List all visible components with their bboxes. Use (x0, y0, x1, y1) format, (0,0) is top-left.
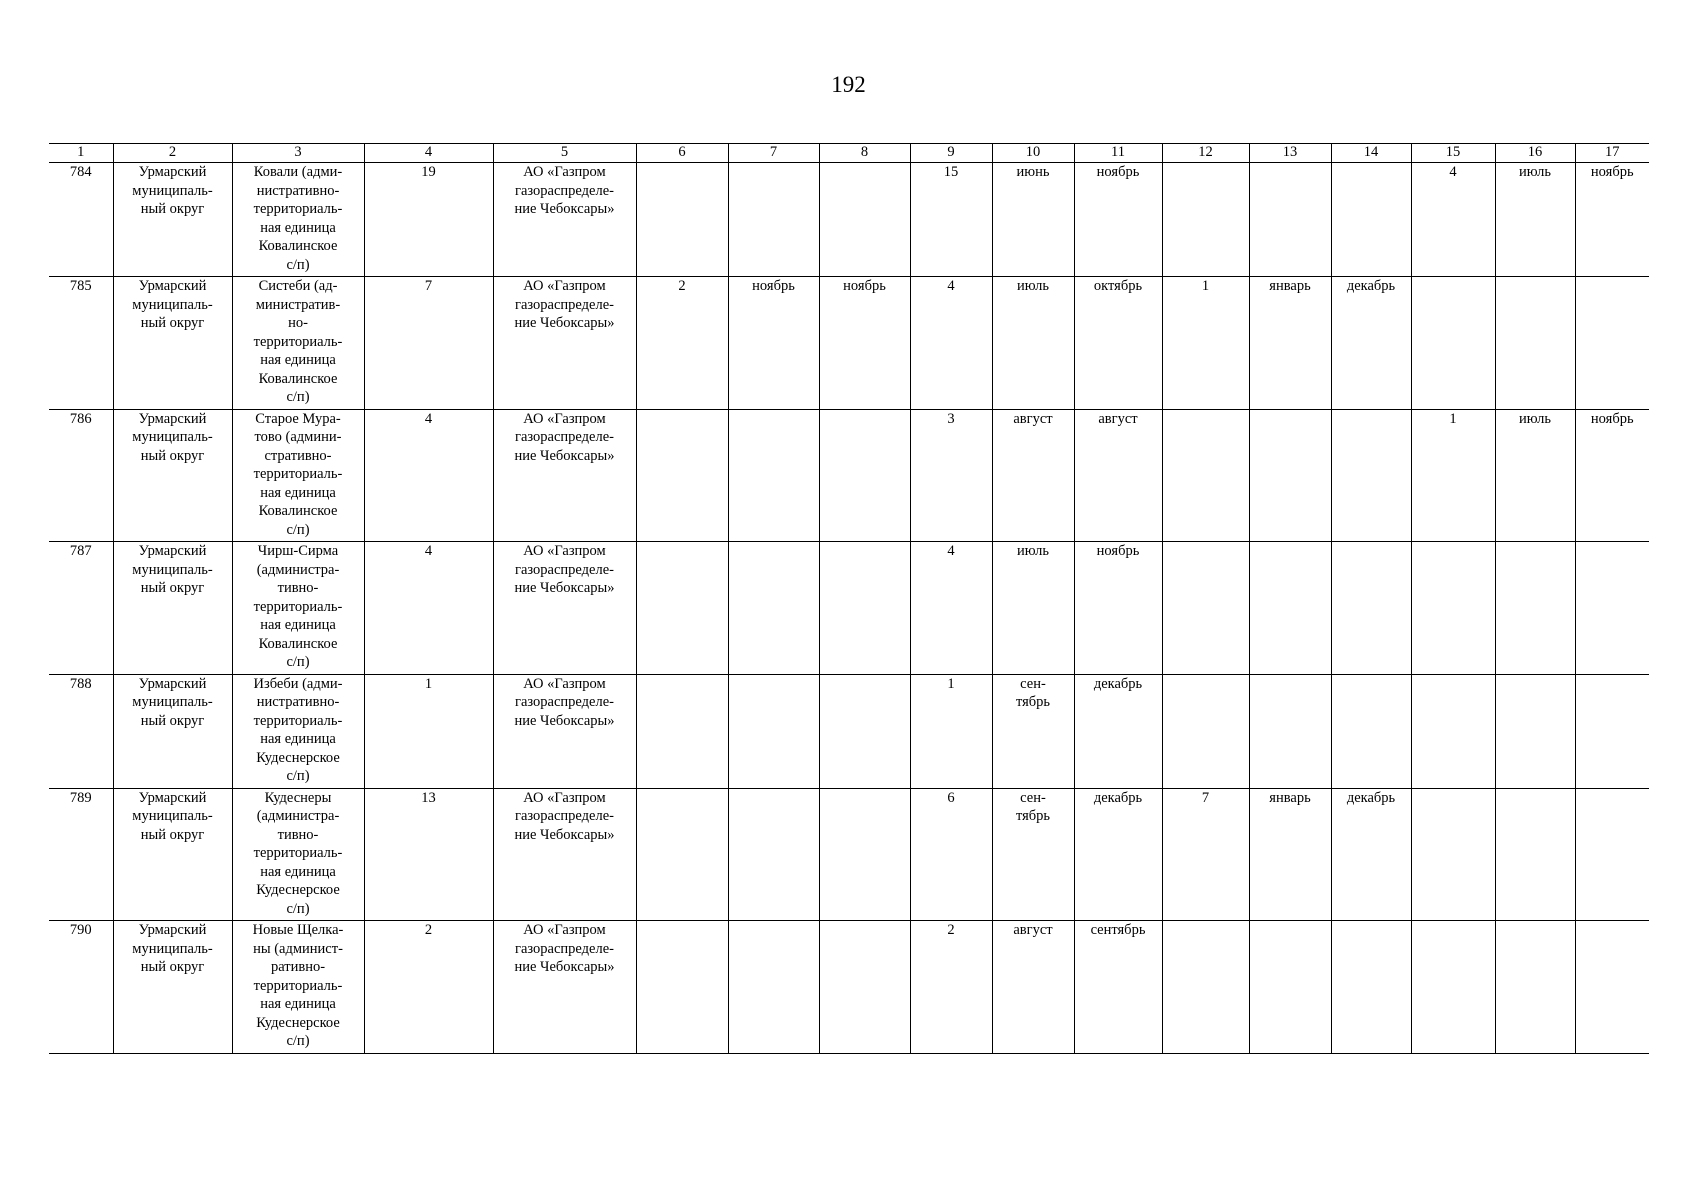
cell-text: январь (1269, 278, 1311, 294)
table-cell (1162, 674, 1249, 788)
table-cell (992, 788, 1074, 921)
table-cell (728, 921, 819, 1054)
cell-text: сентябрь (1090, 922, 1146, 938)
table-cell (819, 542, 910, 675)
cell-text: ноябрь (843, 278, 886, 294)
data-table (49, 143, 1649, 1054)
column-header: 17 (1575, 144, 1649, 163)
table-cell (1162, 542, 1249, 675)
cell-text: август (1013, 922, 1053, 938)
table-cell (636, 674, 728, 788)
table-cell (1331, 788, 1411, 921)
table-cell (1249, 163, 1331, 277)
cell-text: 19 (421, 164, 436, 180)
table-cell (1495, 409, 1575, 542)
table-cell (1249, 277, 1331, 410)
cell-text: 15 (943, 164, 959, 180)
table-cell (232, 163, 364, 277)
column-header: 14 (1331, 144, 1411, 163)
table-cell (232, 277, 364, 410)
table-cell (49, 788, 113, 921)
table-cell (1411, 542, 1495, 675)
table-cell (364, 674, 493, 788)
table-cell (364, 163, 493, 277)
table-cell (1074, 163, 1162, 277)
table-cell (1249, 409, 1331, 542)
table-cell (1331, 542, 1411, 675)
cell-text: 2 (678, 278, 686, 294)
cell-text: АО «Газпром газораспределе- ние Чебоксары» (514, 922, 615, 975)
cell-text: 7 (1201, 789, 1210, 806)
table-cell (49, 674, 113, 788)
cell-text: Систеби (ад- министратив- но- территориаль- ная единица Ковалинское с/п) (253, 278, 343, 405)
table-cell (819, 674, 910, 788)
cell-text: декабрь (1093, 789, 1143, 806)
table-cell (1575, 788, 1649, 921)
page-number: 192 (831, 72, 866, 97)
cell-text: Урмарский муниципаль- ный округ (132, 922, 213, 975)
table-cell (1575, 277, 1649, 410)
table-cell (493, 542, 636, 675)
table-cell (992, 409, 1074, 542)
table-row (49, 409, 1649, 542)
cell-text: август (1098, 410, 1138, 427)
cell-text: ноябрь (1590, 410, 1634, 427)
table-row (49, 277, 1649, 410)
table-cell (232, 409, 364, 542)
table-cell (1162, 788, 1249, 921)
table-cell (636, 409, 728, 542)
table-cell (364, 921, 493, 1054)
cell-text: 787 (69, 543, 92, 559)
cell-text: ноябрь (1096, 543, 1140, 559)
cell-text: 4 (424, 410, 433, 427)
table-cell (1495, 674, 1575, 788)
table-row (49, 674, 1649, 788)
cell-text: октябрь (1093, 278, 1143, 294)
cell-text: Новые Щелка- ны (админист- ративно- территориаль- ная единица Кудеснерское с/п) (252, 922, 344, 1049)
table-cell (636, 277, 728, 410)
cell-text: 4 (947, 543, 955, 559)
table-cell (1495, 163, 1575, 277)
table-cell (232, 542, 364, 675)
table-cell (1411, 163, 1495, 277)
column-header: 2 (113, 144, 232, 163)
cell-text: ноябрь (1590, 164, 1634, 180)
cell-text: АО «Газпром газораспределе- ние Чебоксары» (514, 278, 615, 331)
table-cell (1495, 542, 1575, 675)
cell-text: Урмарский муниципаль- ный округ (132, 543, 213, 596)
cell-text: АО «Газпром газораспределе- ние Чебоксары» (514, 789, 615, 843)
table-cell (1074, 788, 1162, 921)
table-cell (232, 921, 364, 1054)
cell-text: АО «Газпром газораспределе- ние Чебоксары» (514, 675, 615, 729)
table-cell (910, 921, 992, 1054)
cell-text: 4 (947, 278, 955, 294)
cell-text: декабрь (1093, 675, 1143, 692)
table-cell (728, 163, 819, 277)
table-cell (1495, 921, 1575, 1054)
table-cell (1411, 277, 1495, 410)
cell-text: 788 (69, 675, 92, 692)
column-header: 1 (49, 144, 113, 163)
table-cell (493, 409, 636, 542)
table-cell (1575, 542, 1649, 675)
cell-text: Кудеснеры (администра- тивно- территориаль- ная единица Кудеснерское с/п) (253, 789, 343, 917)
cell-text: 786 (69, 410, 92, 427)
cell-text: АО «Газпром газораспределе- ние Чебоксары» (514, 543, 615, 596)
cell-text: 790 (69, 922, 92, 938)
column-header: 4 (364, 144, 493, 163)
cell-text: декабрь (1346, 278, 1396, 294)
table-cell (113, 277, 232, 410)
table-cell (1162, 921, 1249, 1054)
table-cell (1411, 788, 1495, 921)
cell-text: июль (1016, 543, 1050, 559)
table-cell (910, 163, 992, 277)
table-cell (728, 409, 819, 542)
cell-text: Старое Мура- тово (админи- стративно- территориаль- ная единица Ковалинское с/п) (253, 410, 343, 538)
cell-text: ноябрь (752, 278, 795, 294)
cell-text: АО «Газпром газораспределе- ние Чебоксары» (514, 164, 615, 217)
cell-text: 1 (1201, 278, 1210, 294)
table-cell (364, 277, 493, 410)
table-cell (1331, 921, 1411, 1054)
table-cell (1331, 409, 1411, 542)
cell-text: сен- тябрь (1015, 675, 1051, 710)
table-cell (49, 921, 113, 1054)
cell-text: АО «Газпром газораспределе- ние Чебоксары» (514, 410, 615, 464)
cell-text: июль (1016, 278, 1050, 294)
cell-text: 785 (69, 278, 92, 294)
table-cell (1575, 409, 1649, 542)
cell-text: Урмарский муниципаль- ный округ (132, 675, 213, 729)
cell-text: декабрь (1346, 789, 1396, 806)
table-cell (636, 542, 728, 675)
table-cell (113, 921, 232, 1054)
table-cell (819, 277, 910, 410)
cell-text: 4 (1449, 164, 1457, 180)
table-cell (728, 277, 819, 410)
column-header: 6 (636, 144, 728, 163)
table-cell (364, 409, 493, 542)
table-cell (113, 788, 232, 921)
cell-text: 13 (421, 789, 436, 806)
table-cell (728, 542, 819, 675)
cell-text: Урмарский муниципаль- ный округ (132, 410, 213, 464)
cell-text: Ковали (адми- нистративно- территориаль- ная единица Ковалинское с/п) (253, 164, 343, 273)
table-cell (992, 163, 1074, 277)
table-cell (1074, 921, 1162, 1054)
cell-text: август (1013, 410, 1053, 427)
table-cell (1074, 409, 1162, 542)
cell-text: Урмарский муниципаль- ный округ (132, 164, 213, 217)
table-cell (49, 542, 113, 675)
table-cell (910, 674, 992, 788)
table-cell (1575, 163, 1649, 277)
table-cell (819, 921, 910, 1054)
cell-text: 784 (69, 164, 92, 180)
table-cell (1162, 163, 1249, 277)
table-cell (1249, 788, 1331, 921)
table-cell (1074, 277, 1162, 410)
column-header: 11 (1074, 144, 1162, 163)
table-body (49, 163, 1649, 1054)
column-header: 5 (493, 144, 636, 163)
cell-text: 1 (1449, 410, 1457, 427)
column-header: 10 (992, 144, 1074, 163)
table-cell (1331, 163, 1411, 277)
table-cell (910, 277, 992, 410)
table-cell (364, 788, 493, 921)
table-cell (49, 163, 113, 277)
table-cell (232, 674, 364, 788)
table-row (49, 542, 1649, 675)
table-cell (1249, 674, 1331, 788)
cell-text: 2 (424, 922, 433, 938)
column-header: 13 (1249, 144, 1331, 163)
table-cell (728, 674, 819, 788)
table-cell (910, 542, 992, 675)
table-cell (910, 409, 992, 542)
table-cell (493, 674, 636, 788)
table-cell (1074, 542, 1162, 675)
table-cell (636, 921, 728, 1054)
cell-text: июль (1518, 164, 1552, 180)
cell-text: июль (1518, 410, 1552, 427)
column-header: 7 (728, 144, 819, 163)
table-cell (1249, 921, 1331, 1054)
table-cell (728, 788, 819, 921)
table-cell (364, 542, 493, 675)
table-cell (49, 409, 113, 542)
table-cell (636, 163, 728, 277)
cell-text: Урмарский муниципаль- ный округ (132, 278, 213, 331)
cell-text: 4 (424, 543, 433, 559)
table-cell (992, 277, 1074, 410)
table-row (49, 921, 1649, 1054)
table-cell (1074, 674, 1162, 788)
table-row (49, 163, 1649, 277)
cell-text: Урмарский муниципаль- ный округ (132, 789, 213, 843)
cell-text: 7 (424, 278, 433, 294)
cell-text: 3 (947, 410, 955, 427)
table-cell (1495, 277, 1575, 410)
table-row (49, 788, 1649, 921)
cell-text: Чирш-Сирма (администра- тивно- территориаль- ная единица Ковалинское с/п) (253, 543, 343, 670)
table-cell (493, 921, 636, 1054)
column-header: 15 (1411, 144, 1495, 163)
table-cell (819, 409, 910, 542)
table-cell (1411, 674, 1495, 788)
table-cell (1331, 674, 1411, 788)
table-cell (1249, 542, 1331, 675)
cell-text: июнь (1016, 164, 1050, 180)
table-cell (819, 788, 910, 921)
column-header: 8 (819, 144, 910, 163)
table-cell (992, 921, 1074, 1054)
cell-text: 1 (947, 675, 955, 692)
table-cell (113, 674, 232, 788)
table-cell (1495, 788, 1575, 921)
table-cell (819, 163, 910, 277)
table-cell (636, 788, 728, 921)
table-cell (49, 277, 113, 410)
cell-text: Избеби (адми- нистративно- территориаль- ная единица Кудеснерское с/п) (253, 675, 343, 784)
column-number-row (49, 144, 1649, 163)
table-cell (910, 788, 992, 921)
cell-text: 2 (947, 922, 955, 938)
table-cell (1162, 409, 1249, 542)
table-cell (493, 163, 636, 277)
table-cell (232, 788, 364, 921)
column-header: 16 (1495, 144, 1575, 163)
column-header: 9 (910, 144, 992, 163)
cell-text: сен- тябрь (1015, 789, 1051, 824)
table-cell (992, 674, 1074, 788)
table-cell (113, 409, 232, 542)
table-cell (113, 542, 232, 675)
cell-text: январь (1269, 789, 1311, 806)
table-cell (1575, 921, 1649, 1054)
column-header: 12 (1162, 144, 1249, 163)
cell-text: 789 (69, 789, 92, 806)
table-cell (1411, 921, 1495, 1054)
table-cell (493, 788, 636, 921)
table-cell (1575, 674, 1649, 788)
table-cell (1411, 409, 1495, 542)
cell-text: ноябрь (1096, 164, 1140, 180)
table-cell (1162, 277, 1249, 410)
cell-text: 1 (424, 675, 433, 692)
table-cell (493, 277, 636, 410)
cell-text: 6 (947, 789, 955, 806)
column-header: 3 (232, 144, 364, 163)
table-cell (1331, 277, 1411, 410)
table-cell (113, 163, 232, 277)
table-cell (992, 542, 1074, 675)
